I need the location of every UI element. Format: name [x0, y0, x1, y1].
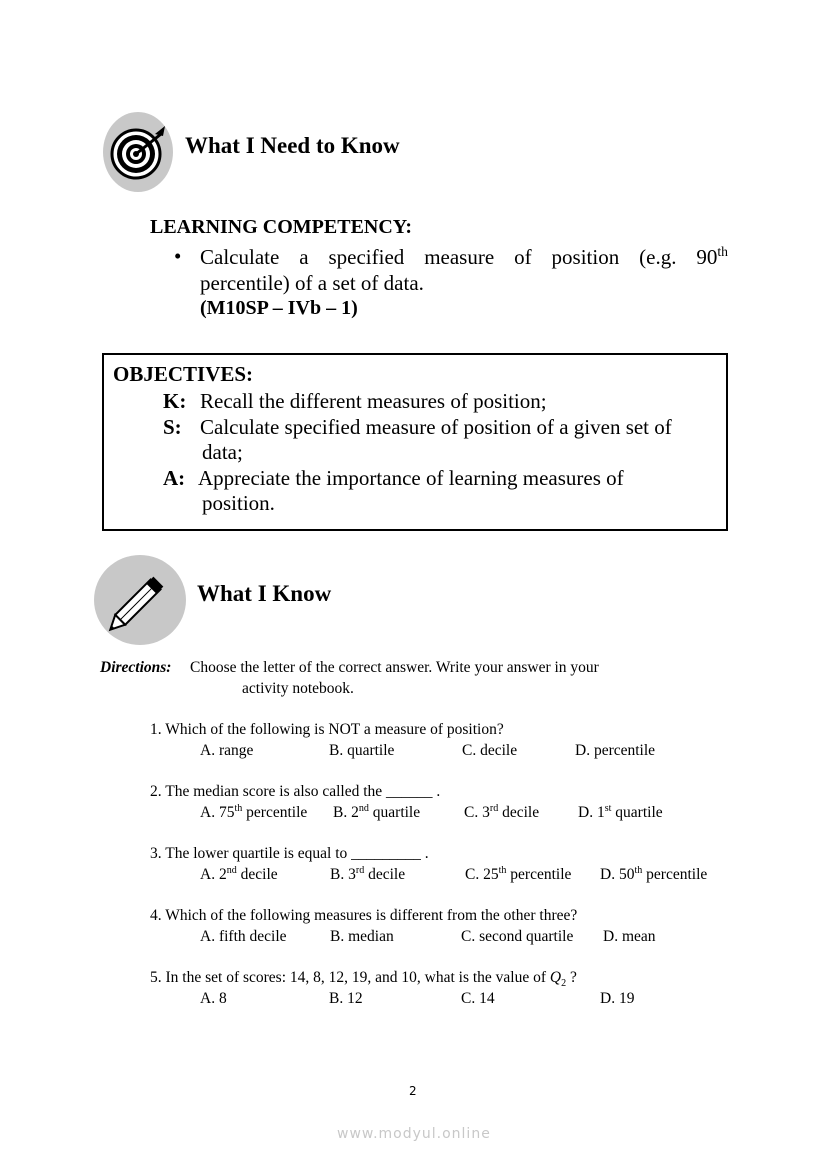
question-text [150, 907, 577, 925]
directions-label: Directions: [100, 659, 172, 676]
answer-option [578, 804, 663, 822]
option-pre: B. 12 [329, 990, 363, 1007]
option-post: percentile [642, 866, 708, 883]
question-stem: 4. Which of the following measures is different from the other three? [150, 907, 578, 924]
objective-key: K: [163, 389, 187, 413]
option-pre: B. quartile [329, 742, 395, 759]
answer-option [200, 742, 253, 760]
competency-text [200, 245, 728, 270]
objectives-heading: OBJECTIVES: [113, 362, 254, 386]
competency-text-cont: percentile) of a set of data. [200, 271, 424, 295]
option-pre: C. 25 [465, 866, 499, 883]
math-subscript: 2 [561, 978, 567, 990]
objective-text-cont: data; [202, 440, 243, 464]
competency-code: (M10SP – IVb – 1) [200, 297, 358, 319]
question-text [150, 845, 429, 863]
option-pre: A. range [200, 742, 254, 759]
option-pre: A. 2 [200, 866, 227, 883]
option-pre: D. 19 [600, 990, 635, 1007]
answer-option [330, 928, 394, 946]
answer-option [329, 990, 363, 1008]
option-sup: th [498, 864, 507, 876]
question-stem: 1. Which of the following is NOT a measure of position? [150, 721, 504, 738]
question-text [150, 783, 440, 801]
question-text [150, 969, 577, 989]
answer-option [333, 804, 420, 822]
answer-option [330, 866, 405, 884]
answer-option [575, 742, 655, 760]
answer-option [464, 804, 539, 822]
question-text [150, 721, 504, 739]
option-pre: D. 1 [578, 804, 605, 821]
option-pre: C. 3 [464, 804, 490, 821]
answer-option [200, 990, 227, 1008]
option-pre: A. 75 [200, 804, 235, 821]
objective-key: S: [163, 415, 182, 439]
option-pre: C. decile [462, 742, 518, 759]
objective-text: Calculate specified measure of position of a given set of [200, 415, 672, 439]
answer-option [600, 990, 634, 1008]
superscript: th [717, 244, 728, 259]
option-pre: C. second quartile [461, 928, 574, 945]
math-variable: Q [549, 969, 562, 986]
option-sup: nd [358, 802, 369, 814]
competency-heading: LEARNING COMPETENCY: [150, 216, 413, 238]
option-sup: rd [489, 802, 499, 814]
answer-option [200, 928, 287, 946]
answer-option [461, 928, 573, 946]
option-sup: th [634, 864, 643, 876]
directions-text-cont: activity notebook. [242, 680, 354, 697]
option-pre: A. fifth decile [200, 928, 287, 945]
option-pre: B. 3 [330, 866, 356, 883]
page-number: 2 [409, 1084, 417, 1098]
objective-text-cont: position. [202, 491, 275, 515]
pencil-icon [94, 555, 186, 645]
directions-text: Choose the letter of the correct answer. Write your answer in your [190, 659, 599, 676]
option-pre: C. 14 [461, 990, 495, 1007]
answer-option [329, 742, 394, 760]
option-post: decile [498, 804, 540, 821]
option-pre: B. 2 [333, 804, 359, 821]
watermark: www.modyul.online [337, 1126, 491, 1142]
option-pre: B. median [330, 928, 394, 945]
question-stem: 5. In the set of scores: 14, 8, 12, 19, and 10, what is the value of [150, 969, 550, 986]
answer-option [200, 804, 307, 822]
option-post: percentile [506, 866, 572, 883]
section-title: What I Need to Know [185, 133, 400, 158]
option-post: decile [236, 866, 278, 883]
question-stem: 2. The median score is also called the ______ . [150, 783, 441, 800]
option-pre: D. mean [603, 928, 656, 945]
option-post: percentile [242, 804, 308, 821]
objective-text: Appreciate the importance of learning measures of [198, 466, 624, 490]
section-title: What I Know [197, 581, 332, 606]
question-stem: 3. The lower quartile is equal to _________ . [150, 845, 429, 862]
option-pre: D. 50 [600, 866, 635, 883]
option-sup: nd [226, 864, 237, 876]
bullet-icon: • [174, 244, 182, 268]
option-pre: A. 8 [200, 990, 227, 1007]
option-sup: st [604, 802, 612, 814]
option-pre: D. percentile [575, 742, 656, 759]
answer-option [600, 866, 707, 884]
option-sup: rd [355, 864, 365, 876]
question-end: ? [566, 969, 577, 986]
answer-option [465, 866, 571, 884]
competency-line: Calculate a specified measure of position (e.g. 90 [200, 245, 718, 269]
answer-option [462, 742, 517, 760]
answer-option [461, 990, 495, 1008]
option-post: quartile [368, 804, 421, 821]
answer-option [603, 928, 656, 946]
objective-text: Recall the different measures of position; [200, 389, 547, 413]
option-post: decile [364, 866, 406, 883]
objective-key: A: [163, 466, 186, 490]
option-sup: th [234, 802, 243, 814]
target-icon [103, 112, 173, 192]
answer-option [200, 866, 278, 884]
option-post: quartile [611, 804, 663, 821]
